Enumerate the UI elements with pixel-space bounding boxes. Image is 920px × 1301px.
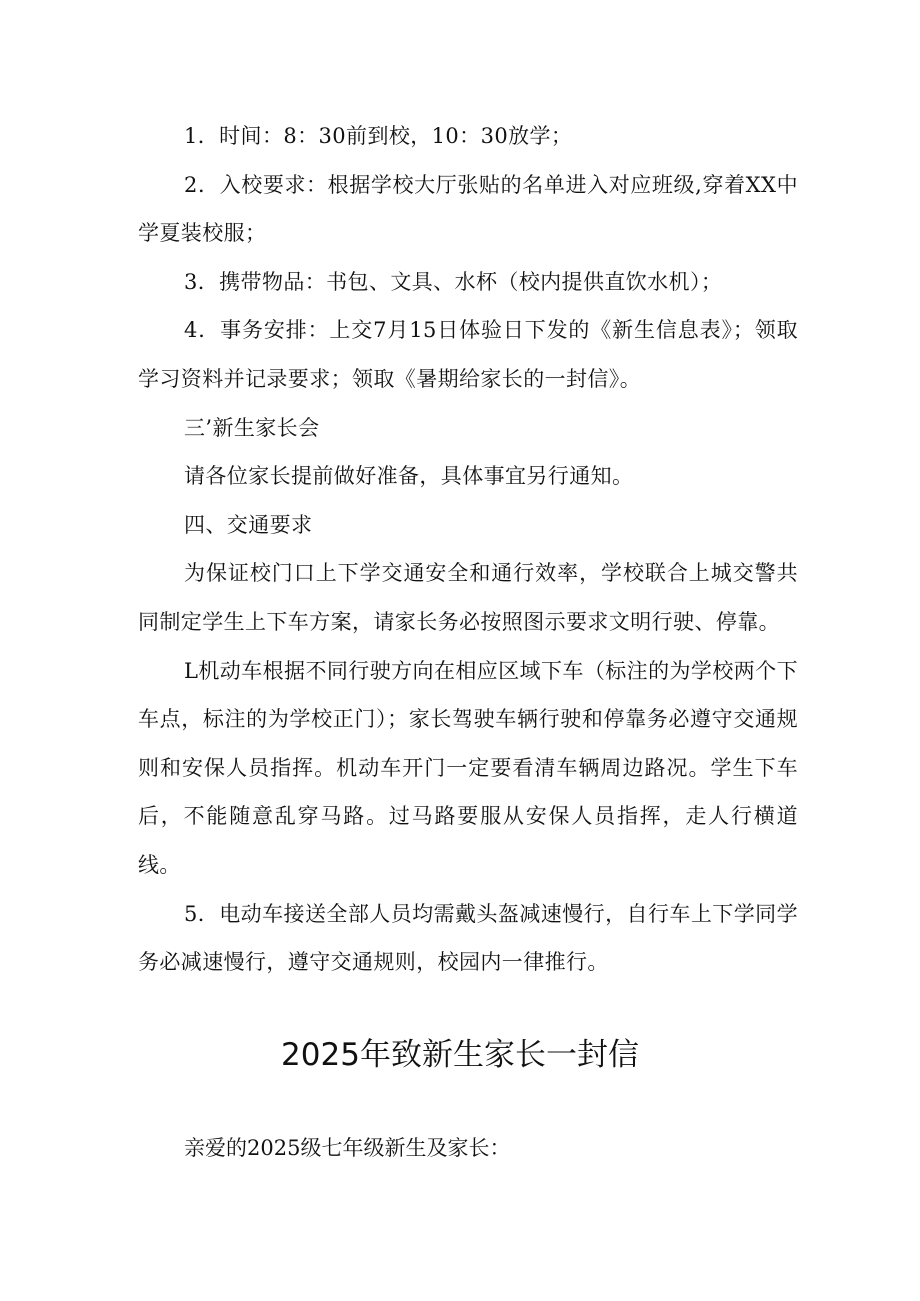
- letter-title: 2025年致新生家长一封信: [281, 1037, 639, 1073]
- paragraph-electric-bikes: 5．电动车接送全部人员均需戴头盔减速慢行，自行车上下学同学务必减速慢行，遵守交通规则，校园内一律推行。: [138, 901, 798, 975]
- paragraph-arrival-time: 1．时间：8：30前到校，10：30放学；: [184, 124, 573, 148]
- letter-salutation: 亲爱的2025级七年级新生及家长：: [184, 1136, 511, 1160]
- paragraph-affairs: 4．事务安排：上交7月15日体验日下发的《新生信息表》；领取学习资料并记录要求；领取《暑期给家长的一封信》。: [138, 318, 798, 391]
- document-body: [138, 112, 798, 987]
- section-heading-traffic: 四、交通要求: [184, 512, 313, 537]
- paragraph-motor-vehicles: L机动车根据不同行驶方向在相应区域下车（标注的为学校两个下车点，标注的为学校正门）；家长驾驶车辆行驶和停靠务必遵守交通规则和安保人员指挥。机动车开门一定要看清车辆周边路况。学生下车后，不能随意乱穿马路。过马路要服从安保人员指挥，走人行横道线。: [138, 658, 798, 877]
- paragraph-parent-meeting: 请各位家长提前做好准备，具体事宜另行通知。: [184, 464, 634, 489]
- paragraph-items-to-bring: 3．携带物品：书包、文具、水杯（校内提供直饮水机）；: [184, 269, 723, 294]
- paragraph-entry-requirements: 2．入校要求：根据学校大厅张贴的名单进入对应班级,穿着XX中学夏装校服；: [138, 172, 798, 246]
- section-heading-parent-meeting: 三’新生家长会: [184, 415, 320, 440]
- paragraph-traffic-intro: 为保证校门口上下学交通安全和通行效率，学校联合上城交警共同制定学生上下车方案，请家长务必按照图示要求文明行驶、停靠。: [138, 561, 798, 634]
